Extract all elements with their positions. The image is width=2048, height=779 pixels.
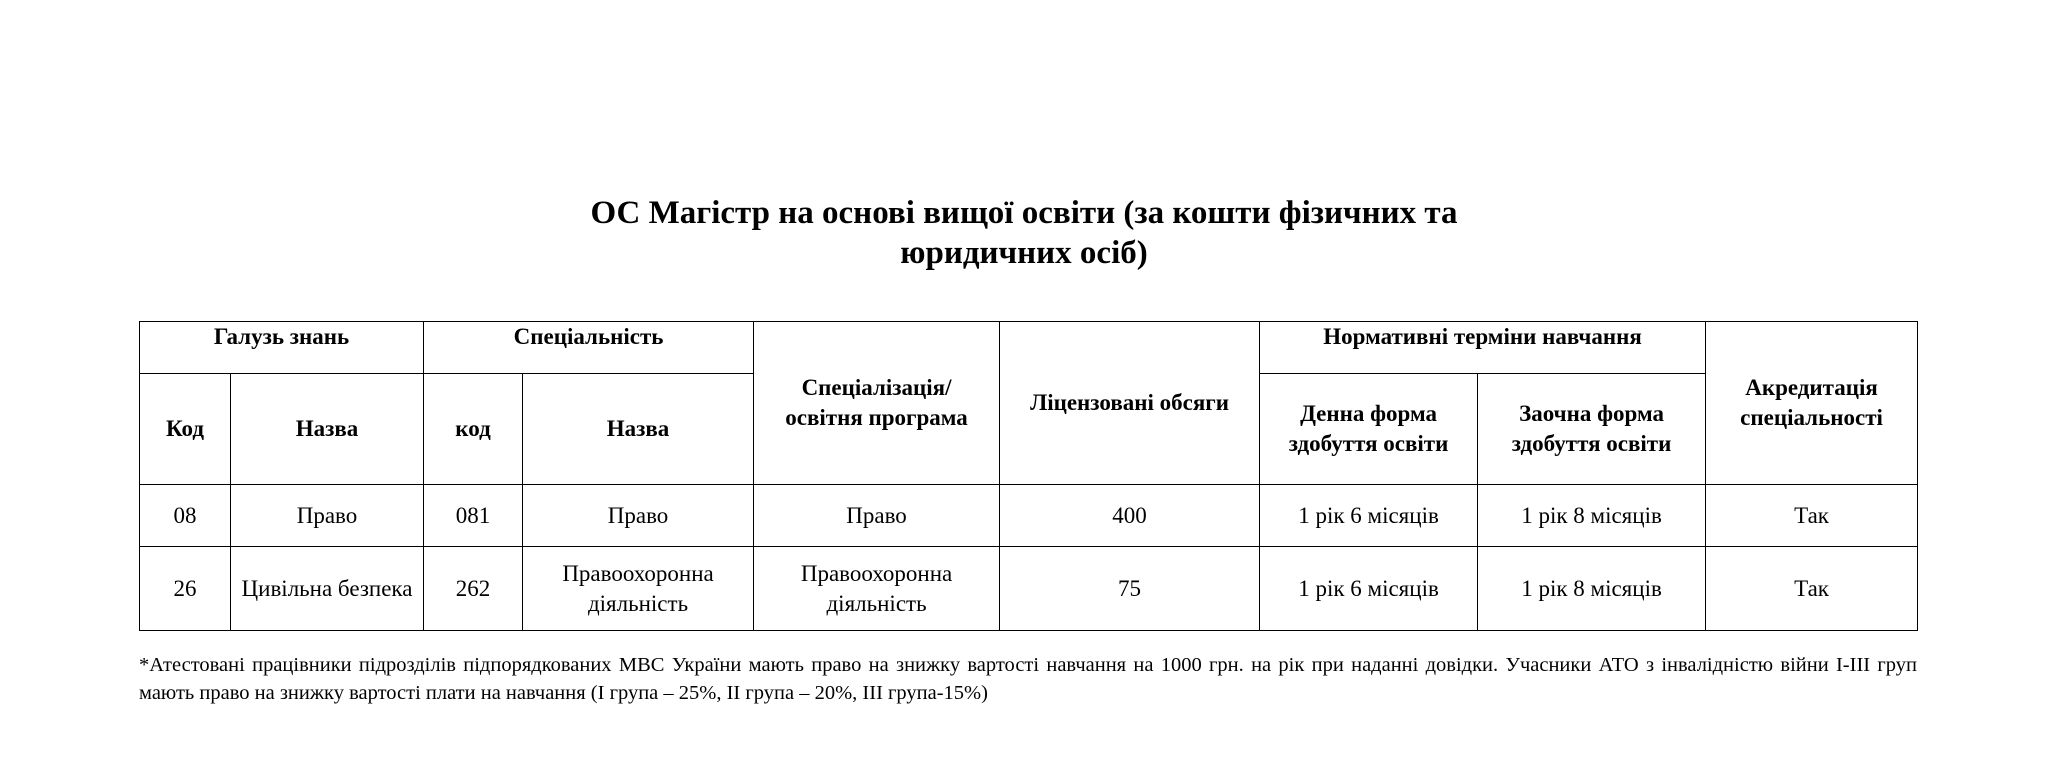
header-specialization: Спеціалізація/ освітня програма (754, 322, 1000, 485)
table-row (140, 547, 1918, 631)
header-accreditation: Акредитація спеціальності (1706, 322, 1918, 485)
header-field: Галузь знань (140, 322, 424, 374)
cell-specialization: Право (754, 485, 1000, 547)
cell-specialization: Правоохоронна діяльність (754, 547, 1000, 631)
header-part-time: Заочна форма здобуття освіти (1478, 374, 1706, 485)
header-row-1 (140, 322, 1918, 374)
table-row (140, 485, 1918, 547)
cell-field-name: Цивільна безпека (231, 547, 424, 631)
header-terms: Нормативні терміни навчання (1260, 322, 1706, 374)
header-field-code: Код (140, 374, 231, 485)
cell-licensed: 75 (1000, 547, 1260, 631)
cell-full-time: 1 рік 6 місяців (1260, 485, 1478, 547)
cell-field-code: 26 (140, 547, 231, 631)
header-specialty: Спеціальність (424, 322, 754, 374)
cell-specialty-name: Правоохоронна діяльність (523, 547, 754, 631)
programs-table (139, 321, 1918, 631)
header-licensed: Ліцензовані обсяги (1000, 322, 1260, 485)
cell-part-time: 1 рік 8 місяців (1478, 485, 1706, 547)
cell-full-time: 1 рік 6 місяців (1260, 547, 1478, 631)
footnote: *Атестовані працівники підрозділів підпорядкованих МВС України мають право на знижку вартості навчання на 1000 грн. на рік при наданні довідки. Учасники АТО з інвалідністю війни I-III груп мають право на знижку вартості плати на навчання (I група – 25%, II група – 20%, III група-15%) (139, 654, 1917, 704)
cell-specialty-code: 262 (424, 547, 523, 631)
cell-accreditation: Так (1706, 485, 1918, 547)
cell-field-code: 08 (140, 485, 231, 547)
cell-licensed: 400 (1000, 485, 1260, 547)
title-line-2: юридичних осіб) (900, 235, 1148, 271)
header-specialty-code: код (424, 374, 523, 485)
cell-specialty-name: Право (523, 485, 754, 547)
header-full-time: Денна форма здобуття освіти (1260, 374, 1478, 485)
cell-accreditation: Так (1706, 547, 1918, 631)
cell-field-name: Право (231, 485, 424, 547)
header-field-name: Назва (231, 374, 424, 485)
page-title (0, 193, 2048, 273)
cell-part-time: 1 рік 8 місяців (1478, 547, 1706, 631)
title-line-1: ОС Магістр на основі вищої освіти (за кошти фізичних та (590, 195, 1458, 231)
cell-specialty-code: 081 (424, 485, 523, 547)
header-specialty-name: Назва (523, 374, 754, 485)
